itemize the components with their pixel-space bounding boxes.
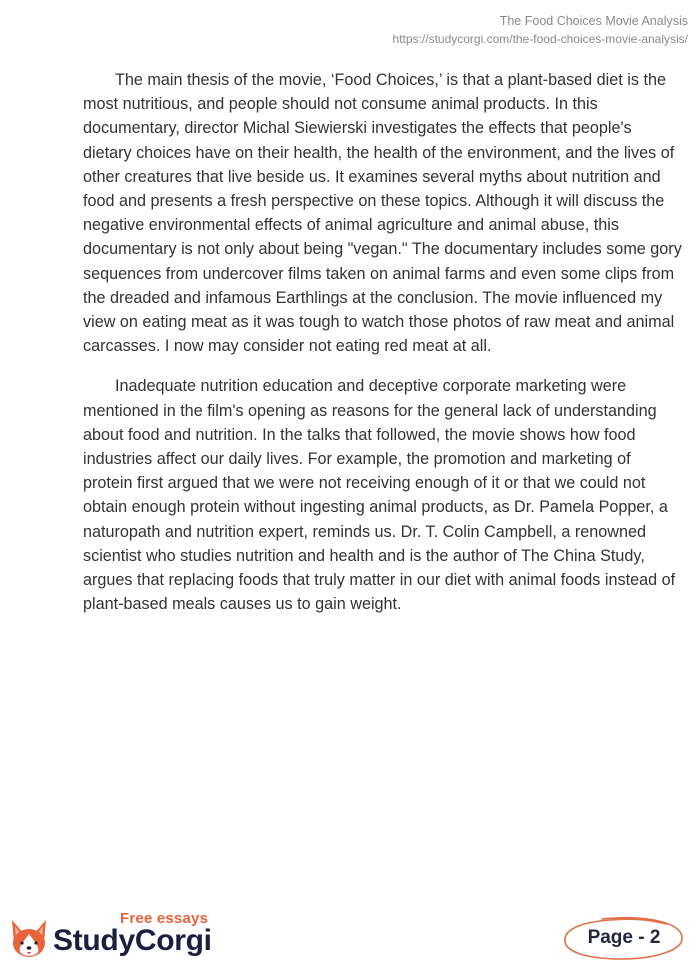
source-url: https://studycorgi.com/the-food-choices-movie-analysis/ bbox=[392, 32, 688, 46]
page-number-label: Page - 2 bbox=[587, 927, 661, 948]
logo-tagline: Free essays bbox=[120, 910, 209, 927]
logo-wordmark: StudyCorgi bbox=[53, 924, 212, 957]
corgi-icon bbox=[8, 918, 50, 960]
studycorgi-logo bbox=[8, 910, 228, 960]
paragraph-1: The main thesis of the movie, ‘Food Choices,’ is that a plant-based diet is the most nutritious, and people should not consume animal products. In this documentary, director Michal Siewierski investigates the effects that people's dietary choices have on their health, the health of the environment, and the lives of other creatures that live beside us. It examines several myths about nutrition and food and presents a fresh perspective on these topics. Although it will discuss the negative environmental effects of animal agriculture and animal abuse, this documentary is not only about being "vegan." The documentary includes some gory sequences from undercover films taken on animal farms and even some clips from the dreaded and infamous Earthlings at the conclusion. The movie influenced my view on eating meat as it was tough to watch those photos of raw meat and animal carcasses. I now may consider not eating red meat at all. bbox=[83, 71, 682, 356]
document-title: The Food Choices Movie Analysis bbox=[499, 14, 688, 28]
page-indicator bbox=[562, 915, 686, 961]
essay-body bbox=[83, 68, 683, 632]
paragraph-2: Inadequate nutrition education and deceptive corporate marketing were mentioned in the film's opening as reasons for the general lack of understanding about food and nutrition. In the talks that followed, the movie shows how food industries affect our daily lives. For example, the promotion and marketing of protein first argued that we were not receiving enough of it or that we could not obtain enough protein without ingesting animal products, as Dr. Pamela Popper, a naturopath and nutrition expert, reminds us. Dr. T. Colin Campbell, a renowned scientist who studies nutrition and health and is the author of The China Study, argues that replacing foods that truly matter in our diet with animal foods instead of plant-based meals causes us to gain weight. bbox=[83, 377, 676, 614]
page-header bbox=[393, 12, 688, 48]
